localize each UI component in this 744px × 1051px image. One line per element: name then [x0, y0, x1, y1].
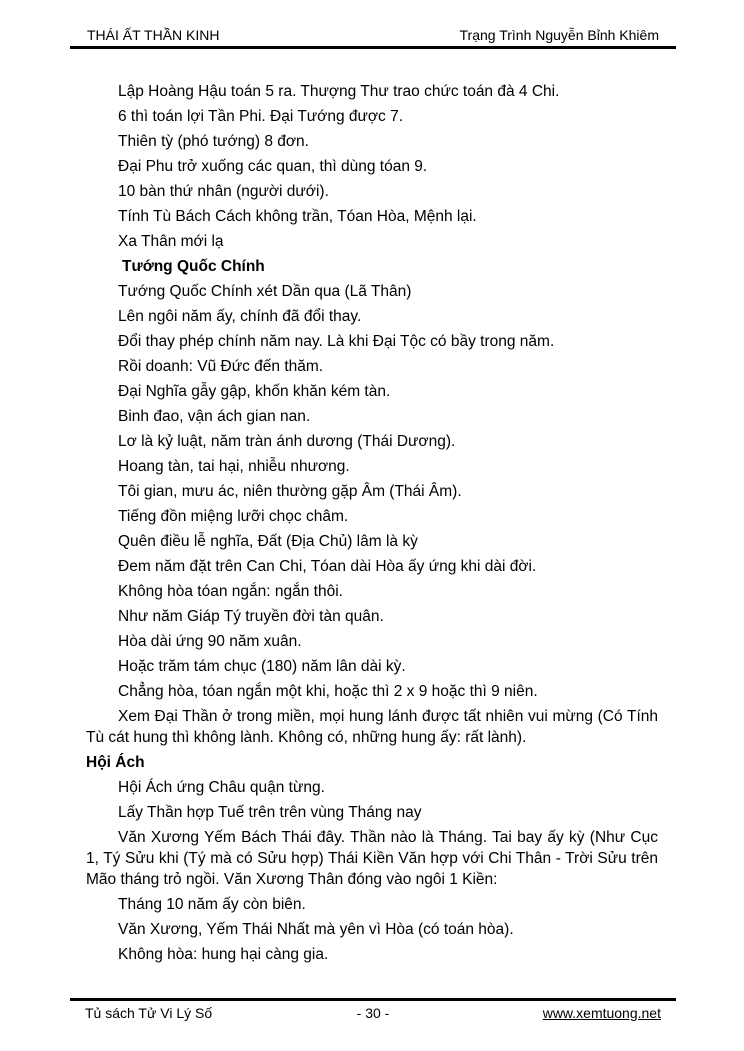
section-heading: Hội Ách [86, 754, 145, 771]
paragraph: Tôi gian, mưu ác, niên thường gặp Âm (Thái Âm). [118, 483, 462, 500]
paragraph: Lên ngôi năm ấy, chính đã đổi thay. [118, 308, 362, 325]
footer-website-link[interactable]: www.xemtuong.net [542, 1005, 661, 1021]
paragraph: Thiên tỳ (phó tướng) 8 đơn. [118, 133, 309, 150]
paragraph: Như năm Giáp Tý truyền đời tàn quân. [118, 608, 384, 625]
paragraph: Văn Xương, Yếm Thái Nhất mà yên vì Hòa (có toán hòa). [118, 921, 514, 938]
paragraph: Đổi thay phép chính năm nay. Là khi Đại Tộc có bầy trong năm. [118, 333, 555, 350]
paragraph: Hòa dài ứng 90 năm xuân. [118, 633, 302, 650]
paragraph: Không hòa tóan ngắn: ngắn thôi. [118, 583, 343, 600]
paragraph: Quên điều lễ nghĩa, Đất (Địa Chủ) lâm là kỳ [118, 533, 418, 550]
paragraph: Tháng 10 năm ấy còn biên. [118, 896, 306, 913]
header-author: Trạng Trình Nguyễn Bỉnh Khiêm [459, 27, 659, 43]
document-body [86, 81, 658, 969]
page-footer [70, 1005, 676, 1021]
paragraph: Chẳng hòa, tóan ngắn một khi, hoặc thì 2 x 9 hoặc thì 9 niên. [118, 683, 538, 700]
paragraph: Hội Ách ứng Châu quận từng. [118, 779, 325, 796]
paragraph: Văn Xương Yếm Bách Thái đây. Thần nào là Tháng. Tai bay ấy kỳ (Như Cục 1, Tý Sửu khi (Tý mà có Sửu hợp) Thái Kiền Văn hợp với Chi Thân - Trời Sửu trên Mão tháng trỏ ngồi. Văn Xương Thân đóng vào ngôi 1 Kiền: [86, 829, 658, 888]
paragraph: Tính Tù Bách Cách không trần, Tóan Hòa, Mệnh lại. [118, 208, 477, 225]
footer-series-title: Tủ sách Tử Vi Lý Số [85, 1005, 213, 1021]
paragraph: Rồi doanh: Vũ Đức đến thăm. [118, 358, 324, 375]
header-book-title: THÁI ẤT THẦN KINH [87, 27, 220, 43]
page-header [70, 27, 676, 43]
paragraph: 6 thì toán lợi Tần Phi. Đại Tướng được 7. [118, 108, 404, 125]
paragraph: Đem năm đặt trên Can Chi, Tóan dài Hòa ấy ứng khi dài đời. [118, 558, 537, 575]
header-rule [70, 46, 676, 49]
section-heading: Tướng Quốc Chính [122, 258, 265, 275]
paragraph: Hoang tàn, tai hại, nhiễu nhương. [118, 458, 350, 475]
paragraph: Lơ là kỷ luật, năm tràn ánh dương (Thái Dương). [118, 433, 456, 450]
footer-right-slot [469, 1005, 661, 1021]
paragraph: Xa Thân mới lạ [118, 233, 224, 250]
paragraph: Tiếng đồn miệng lưỡi chọc châm. [118, 508, 349, 525]
paragraph: Đại Nghĩa gẫy gập, khốn khăn kém tàn. [118, 383, 391, 400]
paragraph: 10 bàn thứ nhân (người dưới). [118, 183, 329, 200]
paragraph: Xem Đại Thần ở trong miền, mọi hung lánh được tất nhiên vui mừng (Có Tính Tù cát hung thì không lành. Không có, những hung ấy: rất lành). [86, 708, 658, 746]
footer-rule [70, 998, 676, 1001]
footer-page-number: - 30 - [356, 1005, 390, 1021]
paragraph: Không hòa: hung hại càng gia. [118, 946, 329, 963]
paragraph: Hoặc trăm tám chục (180) năm lân dài kỳ. [118, 658, 406, 675]
paragraph: Lấy Thần hợp Tuế trên trên vùng Tháng nay [118, 804, 422, 821]
paragraph: Lập Hoàng Hậu toán 5 ra. Thượng Thư trao chức toán đà 4 Chi. [118, 83, 560, 100]
paragraph: Đại Phu trở xuống các quan, thì dùng tóan 9. [118, 158, 428, 175]
paragraph: Tướng Quốc Chính xét Dần qua (Lã Thân) [118, 283, 412, 300]
paragraph: Binh đao, vận ách gian nan. [118, 408, 311, 425]
